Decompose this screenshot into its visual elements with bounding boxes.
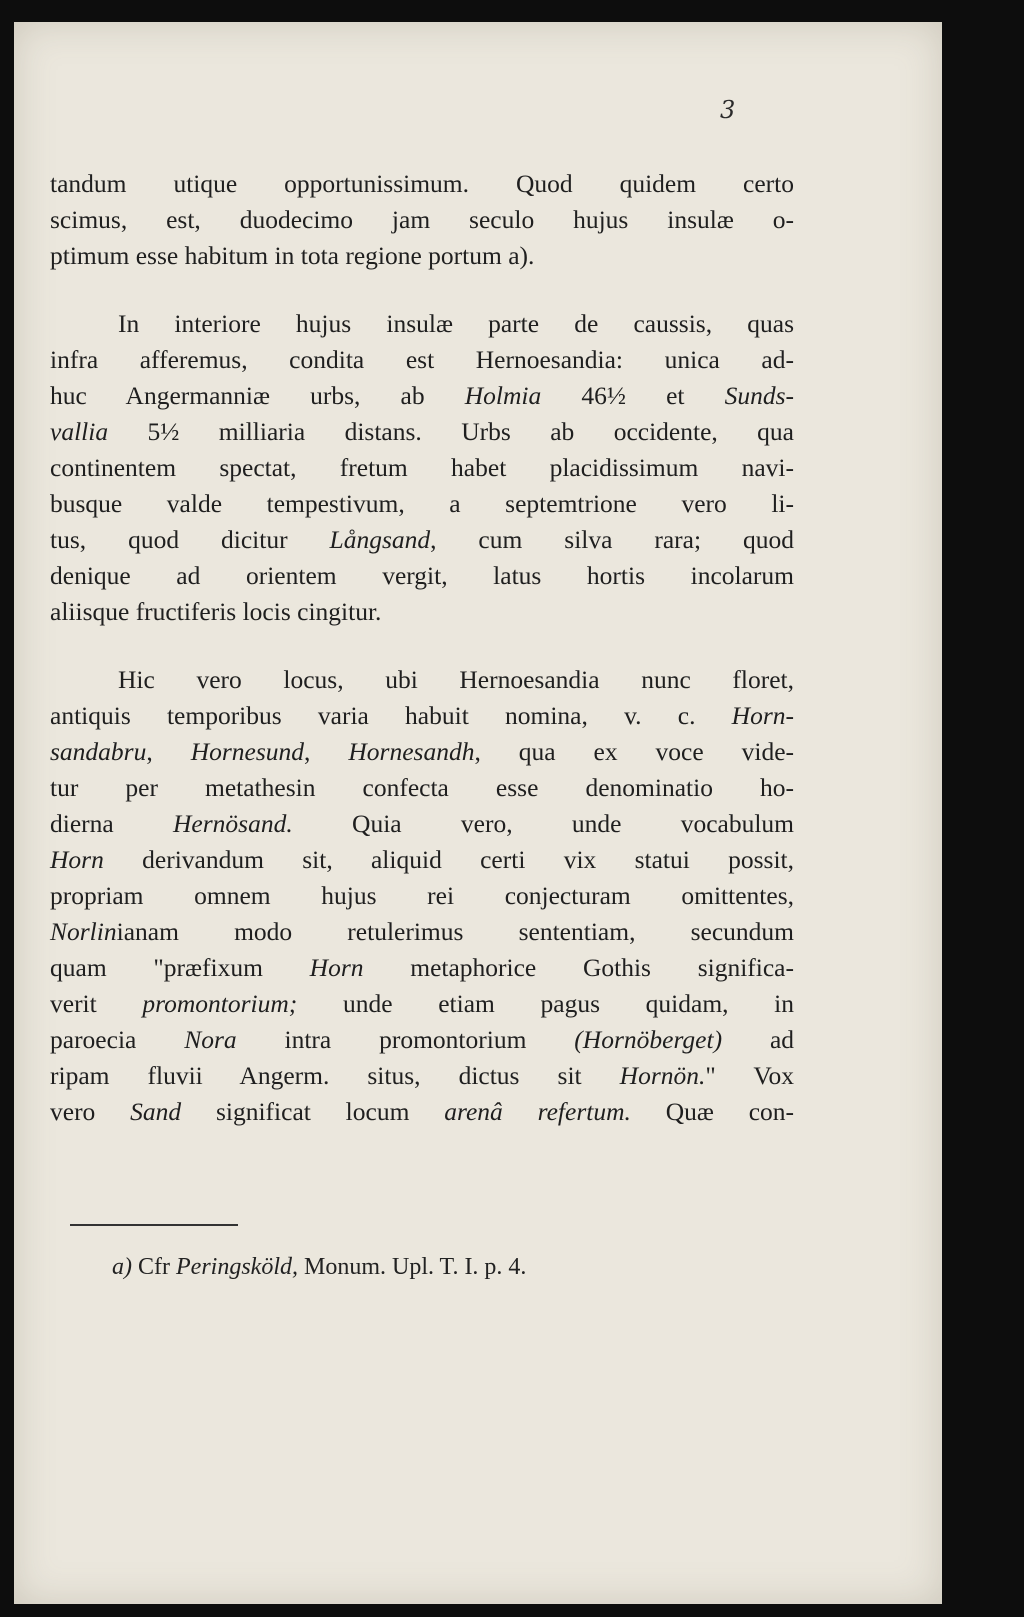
line-text: busque valde tempestivum, a septemtrione vero li- (50, 489, 794, 518)
text-line (50, 842, 794, 878)
line-text: " Vox (705, 1061, 795, 1090)
distance-value: 46½ (581, 381, 626, 410)
text-line (50, 594, 794, 630)
term: arenâ refertum. (444, 1097, 631, 1126)
line-text: vero (50, 1097, 96, 1126)
author-name: Norlin (50, 917, 117, 946)
line-text: aliisque fructiferis locis cingitur. (50, 597, 382, 626)
text-line (50, 306, 794, 342)
line-text: tus, quod dicitur (50, 525, 288, 554)
place-name: Långsand (329, 525, 431, 554)
line-text: ptimum esse habitum in tota regione portum a). (50, 241, 535, 270)
text-line (50, 378, 794, 414)
line-text: denique ad orientem vergit, latus hortis incolarum (50, 561, 794, 590)
term: Horn (309, 953, 364, 982)
place-name: Hornön. (619, 1061, 706, 1090)
line-text: In interiore hujus insulæ parte de caussis, quas (118, 309, 794, 338)
place-name: Sunds- (724, 381, 795, 410)
footnote-divider (70, 1224, 238, 1226)
text-line (50, 878, 794, 914)
text-line (50, 662, 794, 698)
text-line (50, 1094, 794, 1130)
line-text: 5½ milliaria distans. Urbs ab occidente, qua (147, 417, 794, 446)
line-text: Quia vero, unde vocabulum (352, 809, 795, 838)
footnote-author: Peringsköld, (176, 1254, 298, 1280)
line-text: ad (769, 1025, 795, 1054)
line-text: paroecia (50, 1025, 137, 1054)
line-text: derivandum sit, aliquid certi vix statui possit, (142, 845, 795, 874)
footnote-marker: a) (112, 1254, 132, 1280)
line-text: Hic vero locus, ubi Hernoesandia nunc floret, (118, 665, 794, 694)
place-name: Holmia (464, 381, 542, 410)
term: promontorium; (142, 989, 298, 1018)
line-text: , (146, 737, 153, 766)
place-name: sandabru (50, 737, 147, 766)
text-line (50, 770, 794, 806)
text-line (50, 486, 794, 522)
line-text: propriam omnem hujus rei conjecturam omittentes, (50, 881, 794, 910)
line-text: , cum silva rara; quod (430, 525, 795, 554)
footnote-text: Monum. Upl. T. I. p. 4. (303, 1254, 527, 1280)
text-line (50, 986, 794, 1022)
text-line (50, 202, 794, 238)
text-line (50, 806, 794, 842)
text-line (50, 1022, 794, 1058)
footnote-text: Cfr (138, 1254, 170, 1280)
place-name: vallia (50, 417, 109, 446)
line-text: tandum utique opportunissimum. Quod quidem certo (50, 169, 794, 198)
line-text: infra afferemus, condita est Hernoesandia: unica ad- (50, 345, 794, 374)
line-text: et (666, 381, 685, 410)
place-name: Hernösand. (173, 809, 293, 838)
term: Horn (50, 845, 104, 874)
term: Sand (130, 1097, 182, 1126)
line-text: tur per metathesin confecta esse denominatio ho- (50, 773, 794, 802)
page-number: 3 (720, 96, 736, 124)
text-line (50, 414, 794, 450)
text-line (50, 450, 794, 486)
line-text: scimus, est, duodecimo jam seculo hujus insulæ o- (50, 205, 794, 234)
book-page (14, 22, 942, 1604)
line-text: ripam fluvii Angerm. situs, dictus sit (50, 1061, 582, 1090)
line-text: significat locum (215, 1097, 410, 1126)
text-line (50, 914, 794, 950)
place-name: Horn- (731, 701, 795, 730)
line-text: Quæ con- (665, 1097, 795, 1126)
text-line (50, 950, 794, 986)
line-text: huc Angermanniæ urbs, ab (50, 381, 425, 410)
line-text: continentem spectat, fretum habet placidissimum navi- (50, 453, 794, 482)
text-line (50, 166, 794, 202)
place-name: Nora (184, 1025, 237, 1054)
line-text: metaphorice Gothis significa- (410, 953, 794, 982)
text-line (50, 698, 794, 734)
text-line (50, 734, 794, 770)
line-text: , (304, 737, 311, 766)
line-text: ianam modo retulerimus sententiam, secundum (116, 917, 794, 946)
line-text: verit (50, 989, 97, 1018)
text-line (50, 238, 794, 274)
line-text: intra promontorium (284, 1025, 527, 1054)
line-text: , qua ex voce vide- (474, 737, 795, 766)
body-text (50, 166, 794, 1130)
place-name: Hornesund (190, 737, 305, 766)
place-name: Hornesandh (348, 737, 475, 766)
text-line (50, 1058, 794, 1094)
text-line (50, 522, 794, 558)
text-line (50, 558, 794, 594)
place-name: (Hornöberget) (574, 1025, 723, 1054)
line-text: quam "præfixum (50, 953, 263, 982)
line-text: dierna (50, 809, 114, 838)
line-text: antiquis temporibus varia habuit nomina, v. c. (50, 701, 696, 730)
footnote (112, 1254, 526, 1281)
text-line (50, 342, 794, 378)
line-text: unde etiam pagus quidam, in (342, 989, 795, 1018)
